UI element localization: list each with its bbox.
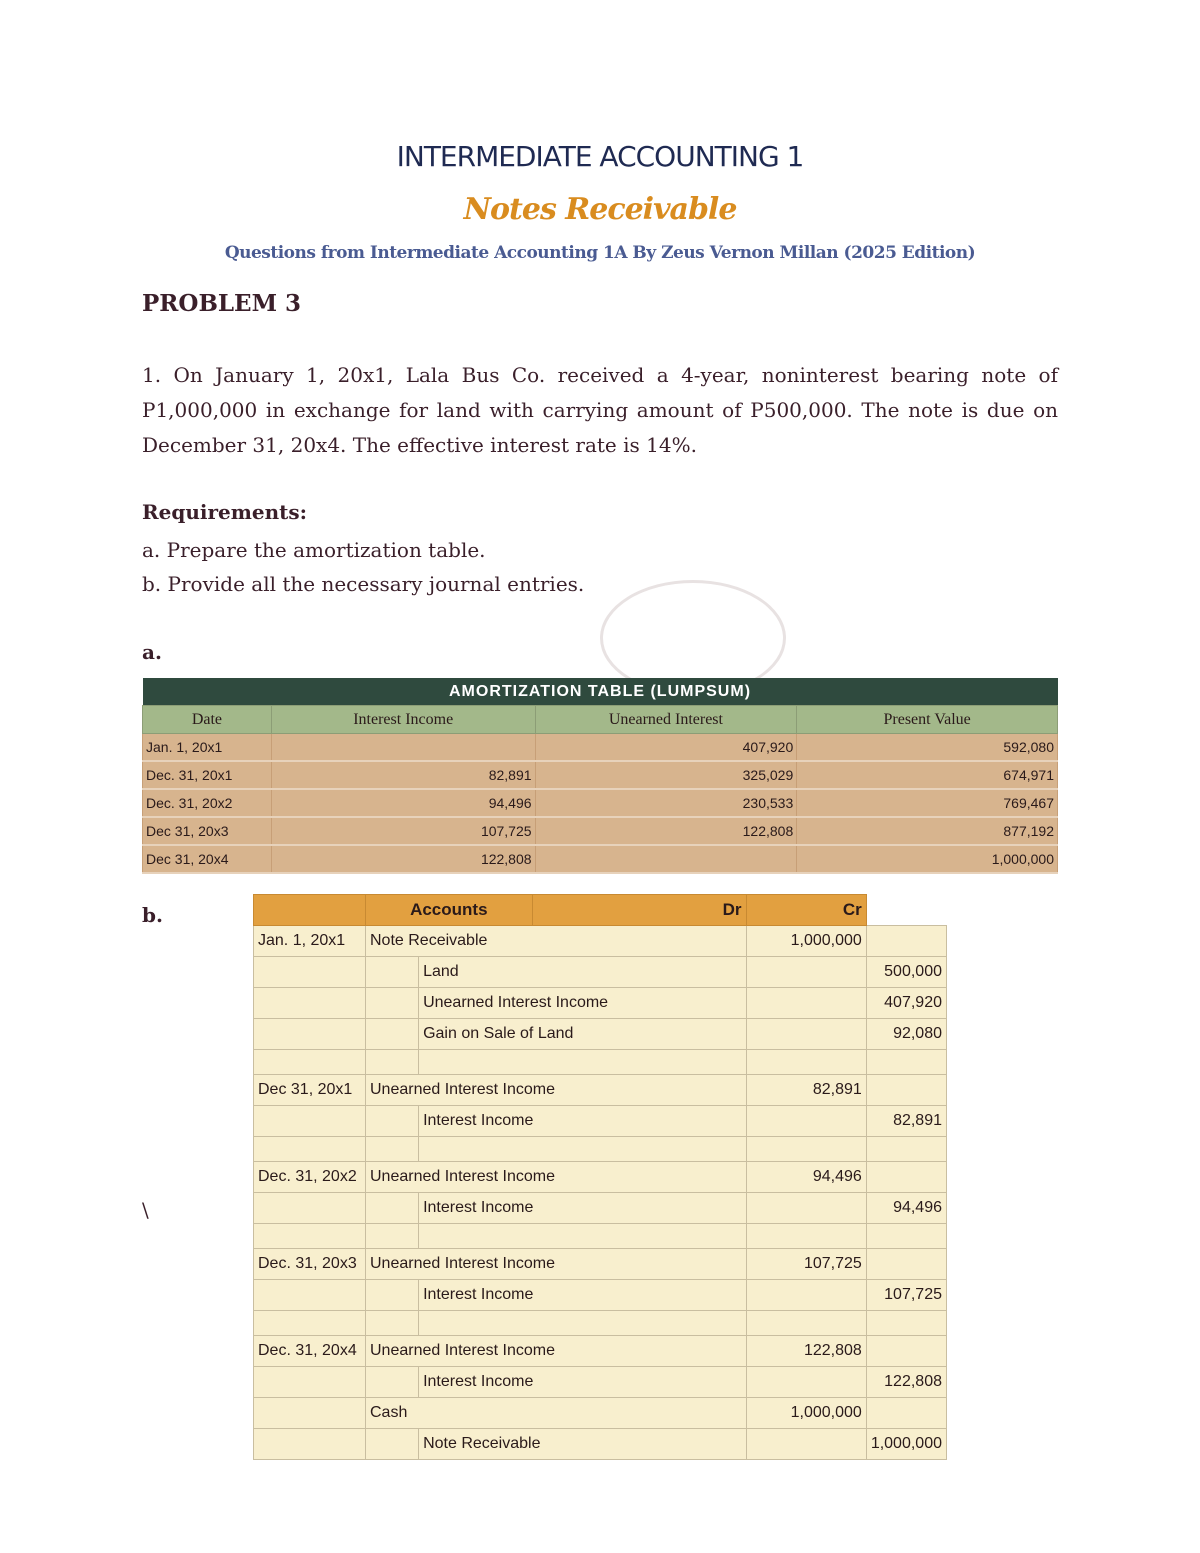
column-header: Date	[143, 706, 272, 734]
indent-cell	[366, 1050, 419, 1075]
amount-cell: 1,000,000	[797, 845, 1058, 873]
amount-cell: 877,192	[797, 817, 1058, 845]
column-header: Unearned Interest	[535, 706, 797, 734]
credit-amount-cell	[866, 926, 946, 957]
amount-cell: 407,920	[535, 734, 797, 762]
stray-mark: \	[142, 1198, 149, 1222]
credit-account-cell: Interest Income	[419, 1193, 746, 1224]
credit-account-cell	[419, 1311, 746, 1336]
credit-account-cell	[419, 1050, 746, 1075]
debit-amount-cell: 82,891	[746, 1075, 866, 1106]
indent-cell	[366, 1193, 419, 1224]
entry-date-cell	[254, 1106, 366, 1137]
entry-date-cell	[254, 1429, 366, 1460]
journal-row	[254, 988, 947, 1019]
journal-row	[254, 1106, 947, 1137]
journal-row	[254, 1193, 947, 1224]
indent-cell	[366, 1019, 419, 1050]
problem-heading: PROBLEM 3	[142, 290, 302, 317]
amount-cell: 122,808	[535, 817, 797, 845]
indent-cell	[366, 988, 419, 1019]
amount-cell: 325,029	[535, 761, 797, 789]
indent-cell	[366, 1311, 419, 1336]
journal-row	[254, 1050, 947, 1075]
credit-amount-cell	[866, 1137, 946, 1162]
debit-amount-cell	[746, 1224, 866, 1249]
credit-amount-cell	[866, 1336, 946, 1367]
journal-row	[254, 957, 947, 988]
journal-row	[254, 1311, 947, 1336]
credit-amount-cell: 500,000	[866, 957, 946, 988]
journal-row	[254, 1336, 947, 1367]
debit-account-cell: Unearned Interest Income	[366, 1075, 747, 1106]
page-subtitle: Notes Receivable	[463, 192, 737, 227]
indent-cell	[366, 1137, 419, 1162]
entry-date-cell	[254, 1311, 366, 1336]
amortization-caption: AMORTIZATION TABLE (LUMPSUM)	[143, 678, 1058, 706]
amount-cell: 122,808	[271, 845, 535, 873]
debit-account-cell: Note Receivable	[366, 926, 747, 957]
debit-account-cell: Unearned Interest Income	[366, 1249, 747, 1280]
debit-amount-cell	[746, 1280, 866, 1311]
debit-amount-cell	[746, 1106, 866, 1137]
table-row	[143, 817, 1058, 845]
entry-date-cell: Dec. 31, 20x2	[254, 1162, 366, 1193]
credit-amount-cell	[866, 1162, 946, 1193]
table-row	[143, 761, 1058, 789]
journal-row	[254, 1224, 947, 1249]
page-title: INTERMEDIATE ACCOUNTING 1	[396, 140, 804, 173]
credit-amount-cell	[866, 1050, 946, 1075]
credit-amount-cell: 82,891	[866, 1106, 946, 1137]
problem-text: 1. On January 1, 20x1, Lala Bus Co. received a 4-year, noninterest bearing note of P1,000,000 in exchange for land with carrying amount of P500,000. The note is due on December 31, 20x4. The effective interest rate is 14%.	[142, 363, 1058, 457]
journal-row	[254, 1429, 947, 1460]
requirement-item: b. Provide all the necessary journal entries.	[142, 572, 585, 596]
credit-amount-cell	[866, 1311, 946, 1336]
debit-amount-cell	[746, 988, 866, 1019]
entry-date-cell	[254, 1398, 366, 1429]
credit-account-cell	[419, 1224, 746, 1249]
amount-cell: 674,971	[797, 761, 1058, 789]
requirements-list	[142, 533, 584, 601]
indent-cell	[366, 1106, 419, 1137]
debit-amount-cell	[746, 1019, 866, 1050]
journal-row	[254, 1019, 947, 1050]
entry-date-cell: Dec 31, 20x1	[254, 1075, 366, 1106]
column-header: Present Value	[797, 706, 1058, 734]
credit-amount-cell: 407,920	[866, 988, 946, 1019]
credit-account-cell: Land	[419, 957, 746, 988]
requirement-item: a. Prepare the amortization table.	[142, 538, 486, 562]
credit-account-cell: Note Receivable	[419, 1429, 746, 1460]
entry-date-cell	[254, 1019, 366, 1050]
entry-date-cell	[254, 1193, 366, 1224]
debit-amount-cell	[746, 1137, 866, 1162]
amount-cell: 230,533	[535, 789, 797, 817]
credit-amount-cell: 94,496	[866, 1193, 946, 1224]
entry-date-cell: Dec. 31, 20x4	[254, 1336, 366, 1367]
journal-row	[254, 1162, 947, 1193]
date-cell: Dec. 31, 20x1	[143, 761, 272, 789]
credit-account-cell: Interest Income	[419, 1106, 746, 1137]
table-row	[143, 789, 1058, 817]
date-cell: Dec 31, 20x4	[143, 845, 272, 873]
journal-row	[254, 1137, 947, 1162]
credit-amount-cell	[866, 1224, 946, 1249]
debit-amount-cell: 1,000,000	[746, 1398, 866, 1429]
journal-header-accounts: Accounts	[366, 895, 533, 926]
date-cell: Dec 31, 20x3	[143, 817, 272, 845]
credit-account-cell	[419, 1137, 746, 1162]
credit-amount-cell	[866, 1398, 946, 1429]
date-cell: Jan. 1, 20x1	[143, 734, 272, 762]
amount-cell: 82,891	[271, 761, 535, 789]
debit-amount-cell: 107,725	[746, 1249, 866, 1280]
entry-date-cell	[254, 1137, 366, 1162]
journal-header-cr: Cr	[746, 895, 866, 926]
part-a-label: a.	[142, 640, 162, 664]
journal-row	[254, 1398, 947, 1429]
debit-amount-cell	[746, 1429, 866, 1460]
entry-date-cell	[254, 1280, 366, 1311]
journal-row	[254, 1075, 947, 1106]
date-cell: Dec. 31, 20x2	[143, 789, 272, 817]
column-header: Interest Income	[271, 706, 535, 734]
journal-row	[254, 1367, 947, 1398]
requirements-heading: Requirements:	[142, 500, 308, 524]
debit-amount-cell: 1,000,000	[746, 926, 866, 957]
indent-cell	[366, 1224, 419, 1249]
journal-row	[254, 1280, 947, 1311]
debit-amount-cell: 94,496	[746, 1162, 866, 1193]
indent-cell	[366, 1367, 419, 1398]
indent-cell	[366, 1429, 419, 1460]
indent-cell	[366, 957, 419, 988]
entry-date-cell	[254, 1224, 366, 1249]
part-b-label: b.	[142, 903, 163, 927]
amount-cell: 592,080	[797, 734, 1058, 762]
debit-amount-cell	[746, 1193, 866, 1224]
entry-date-cell	[254, 1050, 366, 1075]
journal-header-dr: Dr	[532, 895, 746, 926]
table-row	[143, 734, 1058, 762]
credit-account-cell: Interest Income	[419, 1280, 746, 1311]
entry-date-cell: Dec. 31, 20x3	[254, 1249, 366, 1280]
entry-date-cell	[254, 988, 366, 1019]
amortization-table	[142, 678, 1058, 874]
debit-amount-cell	[746, 1050, 866, 1075]
journal-row	[254, 926, 947, 957]
credit-amount-cell: 1,000,000	[866, 1429, 946, 1460]
indent-cell	[366, 1280, 419, 1311]
debit-account-cell: Unearned Interest Income	[366, 1336, 747, 1367]
amount-cell: 769,467	[797, 789, 1058, 817]
credit-amount-cell	[866, 1249, 946, 1280]
debit-amount-cell	[746, 1311, 866, 1336]
journal-entries-table	[253, 894, 947, 1460]
debit-amount-cell	[746, 1367, 866, 1398]
credit-account-cell: Interest Income	[419, 1367, 746, 1398]
debit-amount-cell: 122,808	[746, 1336, 866, 1367]
amount-cell	[271, 734, 535, 762]
entry-date-cell	[254, 957, 366, 988]
journal-row	[254, 1249, 947, 1280]
credit-amount-cell: 92,080	[866, 1019, 946, 1050]
credit-amount-cell	[866, 1075, 946, 1106]
table-row	[143, 845, 1058, 873]
debit-amount-cell	[746, 957, 866, 988]
amount-cell: 94,496	[271, 789, 535, 817]
credit-account-cell: Unearned Interest Income	[419, 988, 746, 1019]
entry-date-cell	[254, 1367, 366, 1398]
credit-amount-cell: 107,725	[866, 1280, 946, 1311]
amount-cell	[535, 845, 797, 873]
journal-header-date	[254, 895, 366, 926]
credit-account-cell: Gain on Sale of Land	[419, 1019, 746, 1050]
amount-cell: 107,725	[271, 817, 535, 845]
entry-date-cell: Jan. 1, 20x1	[254, 926, 366, 957]
credit-amount-cell: 122,808	[866, 1367, 946, 1398]
debit-account-cell: Cash	[366, 1398, 747, 1429]
debit-account-cell: Unearned Interest Income	[366, 1162, 747, 1193]
source-line: Questions from Intermediate Accounting 1A By Zeus Vernon Millan (2025 Edition)	[224, 243, 976, 263]
